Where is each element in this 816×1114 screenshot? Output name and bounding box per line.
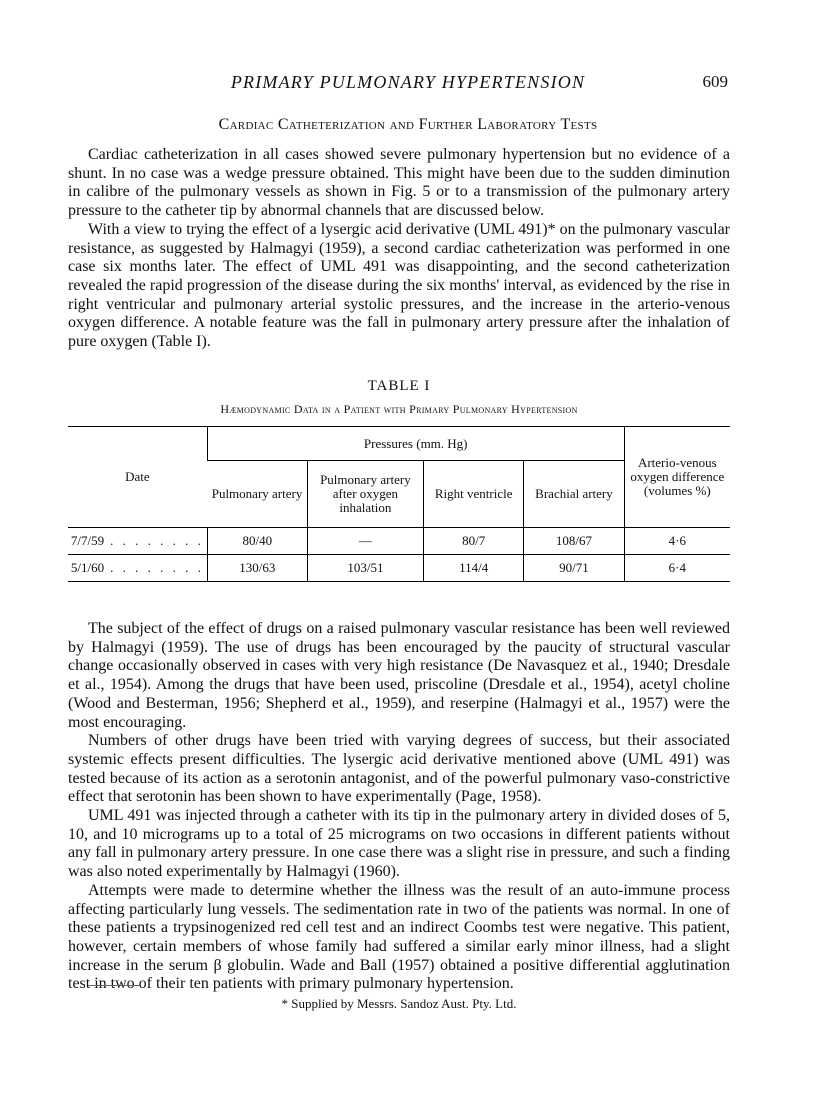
haemodynamic-data-table [68,426,730,582]
date-value: 7/7/59 [70,533,105,548]
table-cell: 80/7 [424,528,524,555]
table-cell: 4·6 [624,528,730,555]
table-cell: 114/4 [424,555,524,582]
footnote-rule [88,985,140,986]
column-header-pulmonary-after-oxygen: Pulmonary artery after oxygen inhalation [307,461,423,528]
leader-dots: . . . . . . . . [110,533,204,548]
running-title: PRIMARY PULMONARY HYPERTENSION [230,72,586,92]
table-caption: Hæmodynamic Data in a Patient with Primary Pulmonary Hypertension [220,402,578,416]
table-label: TABLE I [367,378,431,394]
text-block-top [68,146,730,352]
paragraph: Cardiac catheterization in all cases showed severe pulmonary hypertension but no evidence of a shunt. In no case was a wedge pressure obtained. This might have been due to the sudden diminution in calibre of the pulmonary vessels as shown in Fig. 5 or to a transmission of the pulmonary artery pressure to the catheter tip by abnormal channels that are discussed below. [68,146,730,220]
paragraph: UML 491 was injected through a catheter with its tip in the pulmonary artery in divided doses of 5, 10, and 10 micrograms up to a total of 25 micrograms on two occasions in different patients without any fall in pulmonary artery pressure. In one case there was a slight rise in pressure, and such a finding was also noted experimentally by Halmagyi (1960). [68,807,730,881]
column-group-pressures: Pressures (mm. Hg) [207,427,624,461]
table-cell-date [68,555,207,582]
paragraph: With a view to trying the effect of a lysergic acid derivative (UML 491)* on the pulmonary vascular resistance, as suggested by Halmagyi (1959), a second cardiac catheterization was performed in one case six months later. The effect of UML 491 was disappointing, and the second catheterization revealed the rapid progression of the disease during the six months' interval, as evidenced by the rise in right ventricular and pulmonary arterial systolic pressures, and the increase in the arterio-venous oxygen difference. A notable feature was the fall in pulmonary artery pressure after the inhalation of pure oxygen (Table I). [68,220,730,351]
table-cell: 103/51 [307,555,423,582]
text-block-bottom [68,620,730,994]
table-cell-date [68,528,207,555]
table-row [68,555,730,582]
date-value: 5/1/60 [70,560,105,575]
table-cell: — [307,528,423,555]
table-cell: 90/71 [524,555,624,582]
table-row [68,528,730,555]
paragraph: Attempts were made to determine whether the illness was the result of an auto-immune process affecting particularly lung vessels. The sedimentation rate in two of the patients was normal. In one of these patients a trypsinogenized red cell test and an indirect Coombs test were negative. This patient, however, certain members of whose family had suffered a similar early minor illness, had a slight increase in the serum β globulin. Wade and Ball (1957) obtained a positive differential agglutination test in two of their ten patients with primary pulmonary hypertension. [68,881,730,993]
paragraph: Numbers of other drugs have been tried with varying degrees of success, but their associated systemic effects present difficulties. The lysergic acid derivative mentioned above (UML 491) was tested because of its action as a serotonin antagonist, and of the powerful pulmonary vaso-constrictive effect that serotonin has been shown to have experimentally (Page, 1958). [68,732,730,806]
column-header-date: Date [68,427,207,528]
page-number: 609 [702,72,728,91]
section-heading: Cardiac Catheterization and Further Laboratory Tests [218,116,598,133]
table-cell: 108/67 [524,528,624,555]
leader-dots: . . . . . . . . [110,560,204,575]
table-cell: 6·4 [624,555,730,582]
column-header-pulmonary-artery: Pulmonary artery [211,486,303,501]
table-cell: 80/40 [207,528,307,555]
column-header-av-difference: Arterio-venous oxygen difference (volumes %) [624,427,730,528]
table-cell: 130/63 [207,555,307,582]
column-header-brachial-artery: Brachial artery [524,461,624,528]
paragraph: The subject of the effect of drugs on a raised pulmonary vascular resistance has been well reviewed by Halmagyi (1959). The use of drugs has been encouraged by the paucity of structural vascular change occasionally observed in cases with very high resistance (De Navasquez et al., 1940; Dresdale et al., 1954). Among the drugs that have been used, priscoline (Dresdale et al., 1954), acetyl choline (Wood and Besterman, 1956; Shepherd et al., 1959), and reserpine (Halmagyi et al., 1957) were the most encouraging. [68,620,730,731]
column-header-right-ventricle: Right ventricle [424,461,524,528]
running-head [88,72,728,94]
footnote: * Supplied by Messrs. Sandoz Aust. Pty. Ltd. [281,996,517,1011]
